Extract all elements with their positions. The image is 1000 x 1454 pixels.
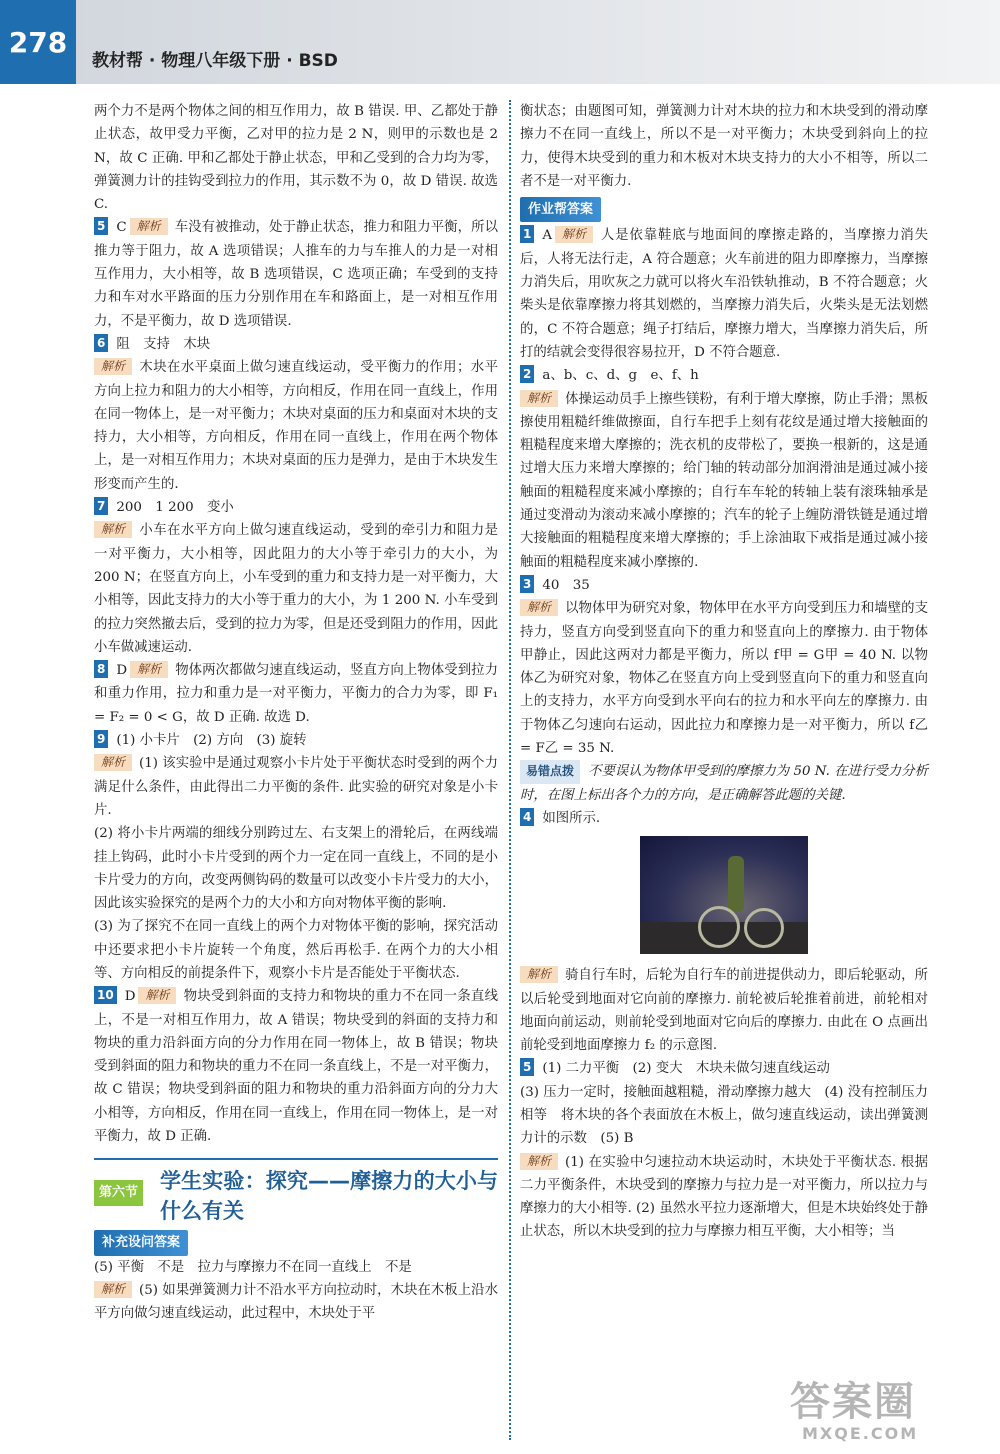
analysis-7 [94, 519, 498, 659]
page-number: 278 [0, 0, 76, 84]
tip-text: 不要误认为物体甲受到的摩擦力为 50 N. 在进行受力分析时，在图上标出各个力的方向，是正确解答此题的关键. [520, 764, 928, 803]
section-title: 学生实验：探究——摩擦力的大小与什么有关 [160, 1169, 498, 1224]
analysis-text: 小车在水平方向上做匀速直线运动，受到的牵引力和阻力是一对平衡力，大小相等，因此阻力的大小等于牵引力的大小，为 200 N；在竖直方向上，小车受到的重力和支持力是一对平衡力，大小相等，因此支持力的大小等于重力的大小，为 1 200 N. 小车受到的拉力突然撤去后，受到的拉力为零，但是还受到阻力的作用，因此小车做减速运动. [94, 523, 498, 655]
analysis-text: 木块在水平桌面上做匀速直线运动，受平衡力的作用；水平方向上拉力和阻力的大小相等，方向相反，作用在同一直线上，作用在同一物体上，是一对平衡力；木块对桌面的压力和桌面对木块的支持力，大小相等，方向相反，作用在同一直线上，作用在两个物体上，是一对相互作用力；木块对桌面的压力是弹力，是由于木块发生形变而产生的. [94, 360, 498, 492]
left-column [94, 100, 498, 1326]
analysis-text: 以物体甲为研究对象，物体甲在水平方向受到压力和墙壁的支持力，竖直方向受到竖直向下的重力和竖直向上的摩擦力. 由于物体甲静止，因此这两对力都是平衡力，所以 f甲 = G甲 = 40 N. 以物体乙为研究对象，物体乙在竖直方向上受到竖直向下的重力和竖直向上的支持力，水平方向受到水平向右的拉力和水平向左的摩擦力. 由于物体乙匀速向右运动，因此拉力和摩擦力是一对平衡力，所以 f乙 = F乙 = 35 N. [520, 601, 928, 757]
analysis-tag: 解析 [520, 390, 558, 407]
answer: (1) 小卡片 (2) 方向 (3) 旋转 [116, 733, 307, 749]
figure-rear-wheel [744, 908, 784, 948]
question-number: 2 [520, 365, 534, 383]
answer: 如图所示. [542, 810, 601, 826]
analysis-tag: 解析 [94, 1281, 132, 1298]
hw-answer-5-cont: (3) 压力一定时，接触面越粗糙，滑动摩擦力越大 (4) 没有控制压力相等 将木块的各个表面放在木板上，做匀速直线运动，读出弹簧测力计的示数 (5) B [520, 1084, 928, 1147]
hw-analysis-3 [520, 597, 928, 760]
section-badge: 第六节 [94, 1180, 143, 1205]
question-number: 3 [520, 575, 534, 593]
tip-badge: 易错点拨 [520, 760, 580, 783]
hw-question-4 [520, 807, 928, 830]
question-number: 10 [94, 986, 117, 1004]
answer: (1) 二力平衡 (2) 变大 木块未做匀速直线运动 [542, 1061, 830, 1077]
hw-question-5 [520, 1057, 928, 1080]
question-number: 5 [520, 1058, 534, 1076]
question-number: 1 [520, 225, 534, 243]
question-10 [94, 985, 498, 1148]
analysis-tag: 解析 [138, 987, 176, 1004]
question-number: 7 [94, 497, 108, 515]
supplement-answer: (5) 平衡 不是 拉力与摩擦力不在同一直线上 不是 [94, 1259, 412, 1275]
analysis-text: (1) 该实验中是通过观察小卡片处于平衡状态时受到的两个力满足什么条件，由此得出二力平衡的条件. 此实验的研究对象是小卡片. [94, 756, 498, 818]
analysis-9-p1 [94, 752, 498, 822]
analysis-text: 物块受到斜面的支持力和物块的重力不在同一条直线上，不是一对相互作用力，故 A 错误；物块受到的斜面的支持力和物块的重力沿斜面方向的分力作用在同一物体上，故 B 错误；物块受到斜面的阻力和物块的重力不在同一条直线上，不是一对平衡力，故 C 错误；物块受到斜面的阻力和物块的重力沿斜面方向的分力大小相等，方向相反，作用在同一直线上，作用在同一物体上，是一对平衡力，故 D 正确. [94, 989, 498, 1145]
analysis-text: 人是依靠鞋底与地面间的摩擦走路的，当摩擦力消失后，人将无法行走，A 符合题意；火车前进的阻力即摩擦力，当摩擦力消失后，用吹灰之力就可以将火车沿铁轨推动，B 不符合题意；火柴头是依靠摩擦力将其划燃的，当摩擦力消失后，火柴头是无法划燃的，C 不符合题意；绳子打结后，摩擦力增大，当摩擦力消失后，所打的结就会变得很容易拉开，D 不符合题意. [520, 228, 928, 360]
figure-front-wheel [698, 906, 740, 948]
answer: 200 1 200 变小 [116, 500, 234, 516]
analysis-text: 骑自行车时，后轮为自行车的前进提供动力，即后轮驱动，所以后轮受到地面对它向前的摩擦力. 前轮被后轮推着前进，前轮相对地面向前运动，则前轮受到地面对它向后的摩擦力. 由此在 O 点画出前轮受到地面摩擦力 f₂ 的示意图. [520, 968, 928, 1054]
answer: 阻 支持 木块 [116, 336, 211, 352]
continued-text: 衡状态；由题图可知，弹簧测力计对木块的拉力和木块受到的滑动摩擦力不在同一直线上，所以不是一对平衡力；木块受到斜向上的拉力，使得木块受到的重力和木板对木块支持力的大小不相等，所以二者不是一对平衡力. [520, 104, 928, 189]
book-title: 教材帮 · 物理八年级下册 · BSD [92, 51, 338, 71]
homework-badge: 作业帮答案 [520, 197, 601, 222]
question-7 [94, 496, 498, 519]
question-number: 6 [94, 334, 108, 352]
figure-rider [728, 856, 744, 912]
analysis-tag: 解析 [94, 521, 132, 538]
bicycle-figure [640, 836, 808, 954]
right-column [520, 100, 928, 1244]
hw-question-2 [520, 364, 928, 387]
homework-heading [520, 197, 928, 222]
analysis-tag: 解析 [555, 226, 593, 243]
supplement-analysis [94, 1279, 498, 1326]
analysis-text: 车没有被推动，处于静止状态，推力和阻力平衡，所以推力等于阻力，故 A 选项错误；人推车的力与车推人的力是一对相互作用力，大小相等，故 B 选项错误，C 选项正确；车受到的支持力和车对水平路面的压力分别作用在车和路面上，是一对相互作用力，不是平衡力，故 D 选项错误. [94, 220, 498, 329]
watermark-main: 答案圈 [790, 1379, 916, 1425]
supplement-block [94, 1230, 498, 1255]
question-number: 9 [94, 730, 108, 748]
analysis-tag: 解析 [94, 358, 132, 375]
question-5 [94, 216, 498, 332]
analysis-tag: 解析 [94, 754, 132, 771]
analysis-tag: 解析 [520, 1153, 558, 1170]
answer: D [116, 663, 128, 679]
analysis-text: (5) 如果弹簧测力计不沿水平方向拉动时，木块在木板上沿水平方向做匀速直线运动，此过程中，木块处于平 [94, 1282, 498, 1322]
question-number: 4 [520, 808, 534, 826]
column-divider [509, 100, 511, 1440]
watermark-sub: MXQE.COM [802, 1424, 919, 1443]
analysis-tag: 解析 [130, 218, 168, 235]
analysis-text: 体操运动员手上擦些镁粉，有利于增大摩擦，防止手滑；黑板擦使用粗糙纤维做擦面，自行车把手上刻有花纹是通过增大接触面的粗糙程度来增大摩擦的；洗衣机的皮带松了，要换一根新的，这是通过增大压力来增大摩擦的；给门轴的转动部分加润滑油是通过减小接触面的粗糙程度来减小摩擦的；自行车车轮的转轴上装有滚珠轴承是通过变滑动为滚动来减小摩擦的；汽车的轮子上缠防滑铁链是通过增大接触面的粗糙程度来增大摩擦的；手上涂油取下戒指是通过减小接触面的粗糙程度来减小摩擦的. [520, 391, 928, 570]
analysis-tag: 解析 [130, 661, 168, 678]
answer: C [116, 220, 127, 236]
page-header [0, 0, 1000, 84]
analysis-text: (1) 在实验中匀速拉动木块运动时，木块处于平衡状态. 根据二力平衡条件，木块受到的摩擦力与拉力是一对平衡力，所以拉力与摩擦力的大小相等. (2) 虽然水平拉力逐渐增大，但是木块始终处于静止状态，所以木块受到的拉力与摩擦力相互平衡，大小相等；当 [520, 1154, 928, 1240]
question-6 [94, 333, 498, 356]
answer: A [542, 228, 553, 244]
watermark-logo [790, 1380, 995, 1448]
answer: D [124, 989, 136, 1005]
intro-text: 两个力不是两个物体之间的相互作用力，故 B 错误. 甲、乙都处于静止状态，故甲受力平衡，乙对甲的拉力是 2 N，则甲的示数也是 2 N，故 C 正确. 甲和乙都处于静止状态，甲和乙受到的合力均为零，弹簧测力计的挂钩受到拉力的作用，其示数不为 0，故 D 错误. 故选 C. [94, 104, 498, 213]
hw-analysis-4 [520, 964, 928, 1057]
question-number: 5 [94, 217, 108, 235]
question-number: 8 [94, 660, 108, 678]
section-heading [94, 1158, 498, 1226]
tip-block [520, 760, 928, 807]
answer: 40 35 [542, 577, 590, 593]
hw-question-3 [520, 574, 928, 597]
analysis-9-p3: (3) 为了探究不在同一直线上的两个力对物体平衡的影响，探究活动中还要求把小卡片旋转一个角度，然后再松手. 在两个力的大小相等、方向相反的前提条件下，观察小卡片是否能处于平衡状态. [94, 919, 498, 981]
hw-analysis-2 [520, 388, 928, 574]
analysis-9-p2: (2) 将小卡片两端的细线分别跨过左、右支架上的滑轮后，在两线端挂上钩码，此时小卡片受到的两个力一定在同一直线上，不同的是小卡片受力的方向，改变两侧钩码的数量可以改变小卡片受力的大小，因此该实验探究的是两个力的大小和方向对物体平衡的影响. [94, 826, 498, 912]
analysis-6 [94, 356, 498, 496]
analysis-text: 物体两次都做匀速直线运动，竖直方向上物体受到拉力和重力作用，拉力和重力是一对平衡力，平衡力的合力为零，即 F₁ = F₂ = 0 < G，故 D 正确. 故选 D. [94, 663, 498, 725]
analysis-tag: 解析 [520, 966, 558, 983]
hw-question-1 [520, 224, 928, 364]
analysis-tag: 解析 [520, 599, 558, 616]
hw-analysis-5 [520, 1151, 928, 1244]
question-9 [94, 729, 498, 752]
supplement-badge: 补充设问答案 [94, 1230, 188, 1255]
answer: a、b、c、d、g e、f、h [542, 368, 699, 384]
question-8 [94, 659, 498, 729]
